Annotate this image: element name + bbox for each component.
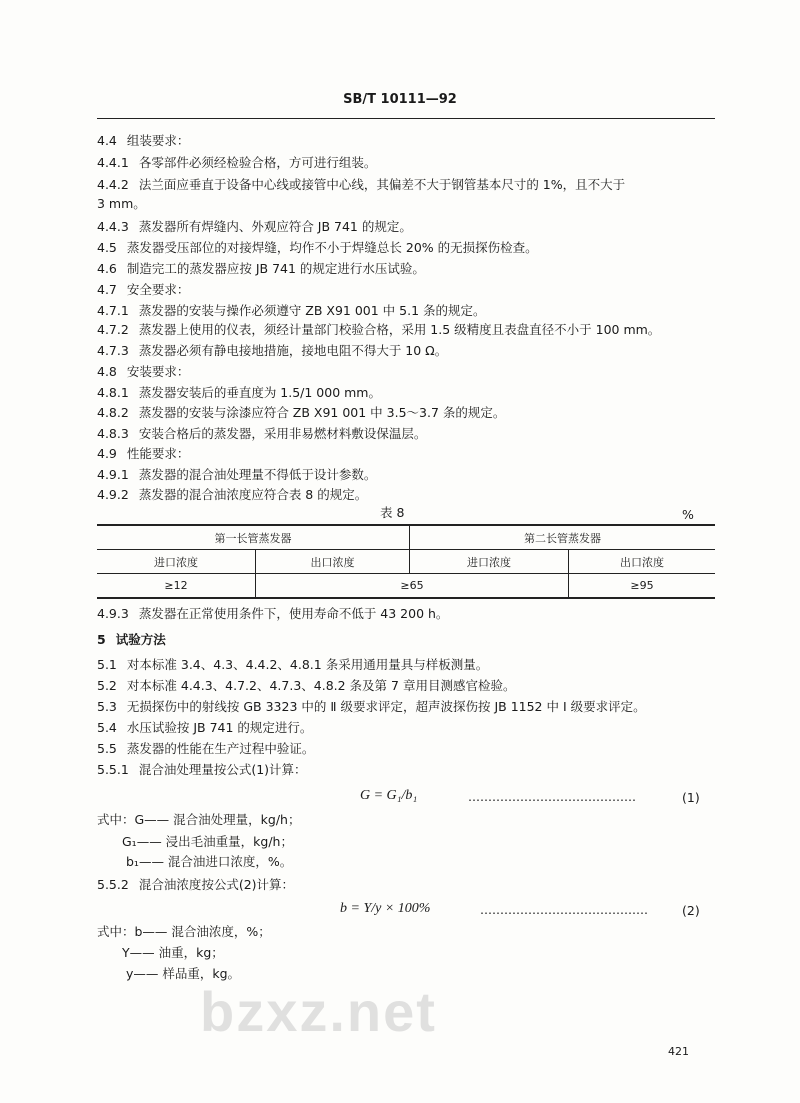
table-cell: ≥95 xyxy=(569,574,716,599)
leader-dots: …………………………………… xyxy=(480,903,648,917)
clause-text: 对本标准 4.4.3、4.7.2、4.7.3、4.8.2 条及第 7 章用目测感官检验。 xyxy=(126,678,516,693)
where-line: 式中：G—— 混合油处理量，kg/h； xyxy=(97,812,301,827)
clause-line xyxy=(97,364,189,380)
clause-text: 蒸发器上使用的仪表，须经计量部门校验合格，采用 1.5 级精度且表盘直径不小于 100 mm。 xyxy=(138,322,661,337)
clause-text: 水压试验按 JB 741 的规定进行。 xyxy=(126,720,313,735)
clause-line xyxy=(97,303,486,319)
clause-text: 3 mm。 xyxy=(97,196,146,211)
clause-number: 5.2 xyxy=(97,678,117,693)
clause-number: 4.6 xyxy=(97,261,117,276)
clause-text: 组装要求： xyxy=(126,133,190,148)
clause-number: 4.4.2 xyxy=(97,177,129,192)
where-line: Y—— 油重，kg； xyxy=(122,945,224,960)
clause-line xyxy=(97,282,189,298)
clause-text: 安装合格后的蒸发器，采用非易燃材料敷设保温层。 xyxy=(138,426,427,441)
formula-2: b = Y/y × 100% xyxy=(340,901,431,916)
clause-line xyxy=(97,240,538,256)
clause-number: 5.3 xyxy=(97,699,117,714)
page-number: 421 xyxy=(668,1045,689,1058)
clause-text: 混合油处理量按公式(1)计算： xyxy=(138,762,307,777)
leader-dots: …………………………………… xyxy=(468,790,636,804)
clause-line xyxy=(97,133,189,149)
clause-number: 4.7.2 xyxy=(97,322,129,337)
clause-text: 制造完工的蒸发器应按 JB 741 的规定进行水压试验。 xyxy=(126,261,425,276)
clause-number: 4.9 xyxy=(97,446,117,461)
clause-number: 4.8.1 xyxy=(97,385,129,400)
clause-number: 4.4 xyxy=(97,133,117,148)
clause-5-5-2 xyxy=(97,877,294,893)
clause-number: 5.5.2 xyxy=(97,877,129,892)
formula-number: (2) xyxy=(682,903,700,918)
clause-text: 蒸发器必须有静电接地措施，接地电阻不得大于 10 Ω。 xyxy=(138,343,448,358)
clause-number: 4.8.2 xyxy=(97,405,129,420)
clause-number: 4.4.1 xyxy=(97,155,129,170)
clause-text: 蒸发器的混合油处理量不得低于设计参数。 xyxy=(138,467,377,482)
table-caption: 表 8 xyxy=(380,505,405,520)
clause-text: 对本标准 3.4、4.3、4.4.2、4.8.1 条采用通用量具与样板测量。 xyxy=(126,657,489,672)
group-header: 第二长管蒸发器 xyxy=(410,525,716,550)
clause-number: 5.5 xyxy=(97,741,117,756)
clause-line xyxy=(97,678,515,694)
clause-line xyxy=(97,219,412,235)
clause-number: 4.7 xyxy=(97,282,117,297)
clause-line xyxy=(97,762,307,778)
section-number: 5 xyxy=(97,632,106,647)
clause-text: 蒸发器的安装与操作必须遵守 ZB X91 001 中 5.1 条的规定。 xyxy=(138,303,486,318)
clause-number: 4.8.3 xyxy=(97,426,129,441)
table-cell: ≥65 xyxy=(256,574,569,599)
clause-text: 性能要求： xyxy=(126,446,190,461)
clause-number: 4.8 xyxy=(97,364,117,379)
clause-text: 安装要求： xyxy=(126,364,190,379)
clause-number: 4.9.3 xyxy=(97,606,129,621)
clause-line xyxy=(97,720,312,736)
clause-text: 蒸发器的安装与涂漆应符合 ZB X91 001 中 3.5～3.7 条的规定。 xyxy=(138,405,506,420)
clause-line xyxy=(97,322,660,338)
clause-number: 4.7.3 xyxy=(97,343,129,358)
table-cell: ≥12 xyxy=(97,574,256,599)
table-8 xyxy=(97,524,715,599)
clause-text: 蒸发器安装后的垂直度为 1.5/1 000 mm。 xyxy=(138,385,381,400)
clause-line xyxy=(97,467,376,483)
watermark: bzxz.net xyxy=(200,980,437,1043)
clause-number: 4.7.1 xyxy=(97,303,129,318)
column-header: 出口浓度 xyxy=(569,550,716,574)
clause-line xyxy=(97,657,488,673)
clause-number: 4.9.2 xyxy=(97,487,129,502)
group-header: 第一长管蒸发器 xyxy=(97,525,410,550)
clause-line xyxy=(97,177,625,193)
clause-text: 蒸发器的性能在生产过程中验证。 xyxy=(126,741,315,756)
clause-text: 法兰面应垂直于设备中心线或接管中心线，其偏差不大于钢管基本尺寸的 1%，且不大于 xyxy=(138,177,626,192)
clause-line xyxy=(97,741,314,757)
header-rule xyxy=(97,118,715,119)
clause-text: 各零部件必须经检验合格，方可进行组装。 xyxy=(138,155,377,170)
clause-number: 4.9.1 xyxy=(97,467,129,482)
clause-line xyxy=(97,385,381,401)
column-header: 进口浓度 xyxy=(410,550,569,574)
column-header: 进口浓度 xyxy=(97,550,256,574)
where-line: b₁—— 混合油进口浓度，%。 xyxy=(126,854,293,869)
clause-line xyxy=(97,487,367,503)
clause-line xyxy=(97,343,447,359)
clause-text: 安全要求： xyxy=(126,282,190,297)
section-5-heading xyxy=(97,632,166,648)
clause-line xyxy=(97,426,426,442)
clause-text: 蒸发器在正常使用条件下，使用寿命不低于 43 200 h。 xyxy=(138,606,449,621)
clause-4-9-3 xyxy=(97,606,448,622)
formula-1: G = G₁/b₁ xyxy=(360,788,418,803)
clause-text: 蒸发器的混合油浓度应符合表 8 的规定。 xyxy=(138,487,368,502)
table-unit: % xyxy=(682,507,694,522)
formula-number: (1) xyxy=(682,790,700,805)
clause-number: 5.1 xyxy=(97,657,117,672)
clause-text: 蒸发器所有焊缝内、外观应符合 JB 741 的规定。 xyxy=(138,219,412,234)
clause-line xyxy=(97,446,189,462)
where-line: y—— 样品重，kg。 xyxy=(126,966,241,981)
standard-header: SB/T 10111—92 xyxy=(343,92,457,107)
clause-line xyxy=(97,699,646,715)
clause-text: 无损探伤中的射线按 GB 3323 中的 Ⅱ 级要求评定，超声波探伤按 JB 1152 中 Ⅰ 级要求评定。 xyxy=(126,699,646,714)
clause-line xyxy=(97,155,376,171)
where-line: G₁—— 浸出毛油重量，kg/h； xyxy=(122,834,293,849)
column-header: 出口浓度 xyxy=(256,550,410,574)
clause-number: 4.5 xyxy=(97,240,117,255)
clause-number: 5.5.1 xyxy=(97,762,129,777)
section-title: 试验方法 xyxy=(115,632,166,647)
clause-line xyxy=(97,196,146,212)
clause-line xyxy=(97,261,425,277)
clause-text: 混合油浓度按公式(2)计算： xyxy=(138,877,295,892)
clause-text: 蒸发器受压部位的对接焊缝，均作不小于焊缝总长 20% 的无损探伤检查。 xyxy=(126,240,538,255)
clause-number: 4.4.3 xyxy=(97,219,129,234)
clause-number: 5.4 xyxy=(97,720,117,735)
where-line: 式中：b—— 混合油浓度，%； xyxy=(97,924,271,939)
clause-line xyxy=(97,405,505,421)
